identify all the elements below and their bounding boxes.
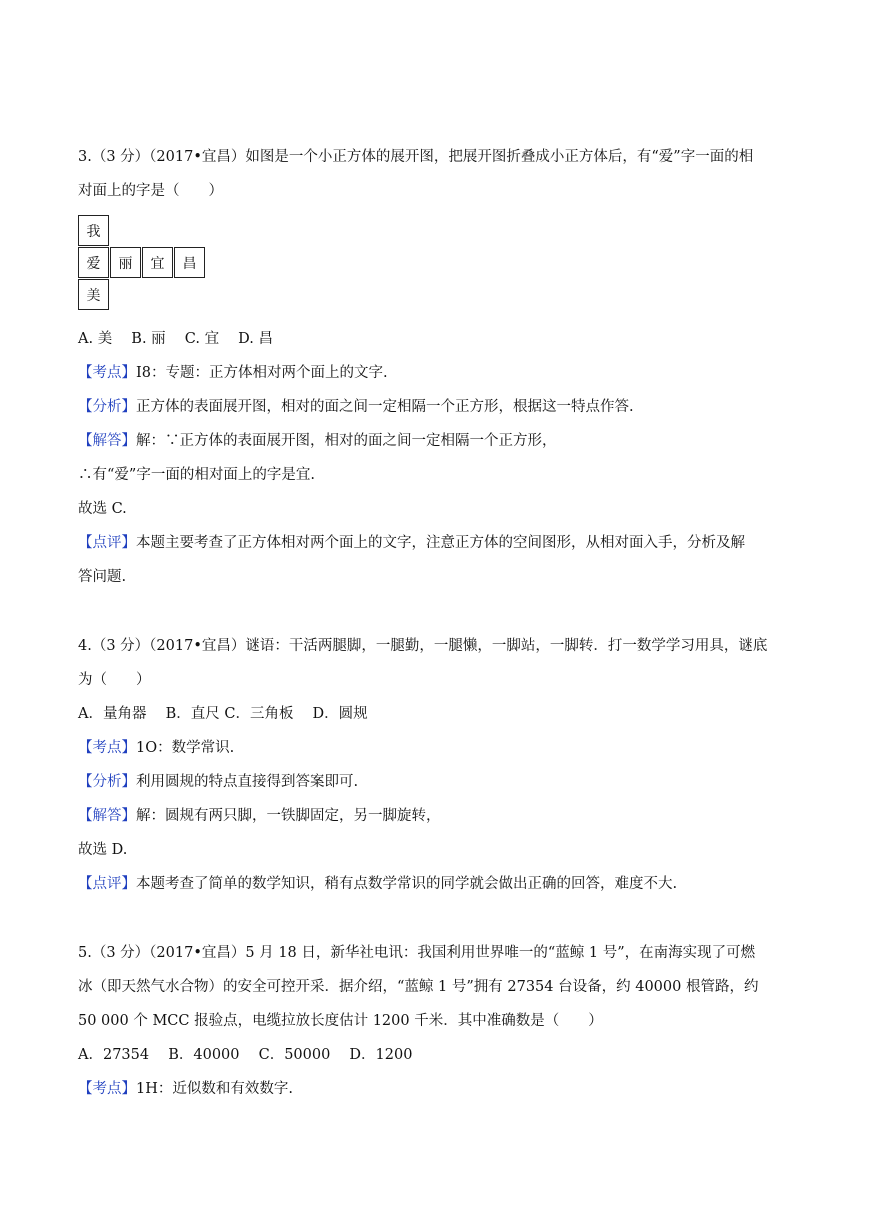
dianping-tag: 【点评】 xyxy=(78,876,136,892)
q3-dianping xyxy=(78,533,799,553)
q3-options: A. 美 B. 丽 C. 宜 D. 昌 xyxy=(78,331,274,347)
jieda-tag: 【解答】 xyxy=(78,433,136,449)
fenxi-text: 利用圆规的特点直接得到答案即可. xyxy=(136,774,359,790)
net-cell-mei: 美 xyxy=(78,279,109,310)
jieda-text: 解：圆规有两只脚，一铁脚固定，另一脚旋转， xyxy=(136,808,441,824)
q4-jieda-line2: 故选 D. xyxy=(78,842,128,858)
jieda-tag: 【解答】 xyxy=(78,808,136,824)
q4-jieda xyxy=(78,806,799,826)
fenxi-tag: 【分析】 xyxy=(78,774,136,790)
fenxi-text: 正方体的表面展开图，相对的面之间一定相隔一个正方形，根据这一特点作答. xyxy=(136,399,634,415)
q3-fenxi xyxy=(78,397,799,417)
q5-options: A．27354 B．40000 C．50000 D．1200 xyxy=(78,1047,413,1063)
q5-stem-line1: 5.（3 分）（2017•宜昌）5 月 18 日，新华社电讯：我国利用世界唯一的“蓝鲸 1 号”，在南海实现了可燃 xyxy=(78,945,756,961)
net-cell-wo: 我 xyxy=(78,215,109,246)
q3-stem-line2: 对面上的字是（ ） xyxy=(78,183,223,199)
q4-dianping xyxy=(78,874,799,894)
q5-stem-line3: 50 000 个 MCC 报验点，电缆拉放长度估计 1200 千米．其中准确数是（ ） xyxy=(78,1013,603,1029)
q3-dianping-line2: 答问题. xyxy=(78,569,127,585)
fenxi-tag: 【分析】 xyxy=(78,399,136,415)
dianping-text: 本题主要考查了正方体相对两个面上的文字，注意正方体的空间图形，从相对面入手，分析及解 xyxy=(136,535,745,551)
kaodian-tag: 【考点】 xyxy=(78,365,136,381)
dianping-tag: 【点评】 xyxy=(78,535,136,551)
jieda-text: 解：∵正方体的表面展开图，相对的面之间一定相隔一个正方形， xyxy=(136,433,557,449)
net-cell-li: 丽 xyxy=(110,247,141,278)
q3-jieda-line2: ∴有“爱”字一面的相对面上的字是宜. xyxy=(78,467,315,483)
q4-fenxi xyxy=(78,772,799,792)
dianping-text: 本题考查了简单的数学知识，稍有点数学常识的同学就会做出正确的回答，难度不大. xyxy=(136,876,678,892)
net-cell-yi: 宜 xyxy=(142,247,173,278)
q3-jieda-line3: 故选 C. xyxy=(78,501,127,517)
q4-options: A．量角器 B．直尺 C．三角板 D．圆规 xyxy=(78,706,368,722)
cube-net-figure xyxy=(78,215,208,311)
kaodian-text: 1H：近似数和有效数字. xyxy=(136,1081,293,1097)
q3-jieda xyxy=(78,431,799,451)
q3-stem-line1: 3.（3 分）（2017•宜昌）如图是一个小正方体的展开图，把展开图折叠成小正方体后，有“爱”字一面的相 xyxy=(78,149,754,165)
kaodian-tag: 【考点】 xyxy=(78,740,136,756)
net-cell-ai: 爱 xyxy=(78,247,109,278)
q4-stem-line2: 为（ ） xyxy=(78,672,151,688)
q5-kaodian xyxy=(78,1079,799,1099)
q5-stem-line2: 冰（即天然气水合物）的安全可控开采．据介绍，“蓝鲸 1 号”拥有 27354 台设备，约 40000 根管路，约 xyxy=(78,979,759,995)
net-cell-chang: 昌 xyxy=(174,247,205,278)
kaodian-text: 1O：数学常识. xyxy=(136,740,235,756)
q4-stem-line1: 4.（3 分）（2017•宜昌）谜语：干活两腿脚，一腿勤，一腿懒，一脚站，一脚转．打一数学学习用具，谜底 xyxy=(78,638,768,654)
kaodian-tag: 【考点】 xyxy=(78,1081,136,1097)
q3-kaodian xyxy=(78,363,799,383)
kaodian-text: I8：专题：正方体相对两个面上的文字. xyxy=(136,365,388,381)
q4-kaodian xyxy=(78,738,799,758)
